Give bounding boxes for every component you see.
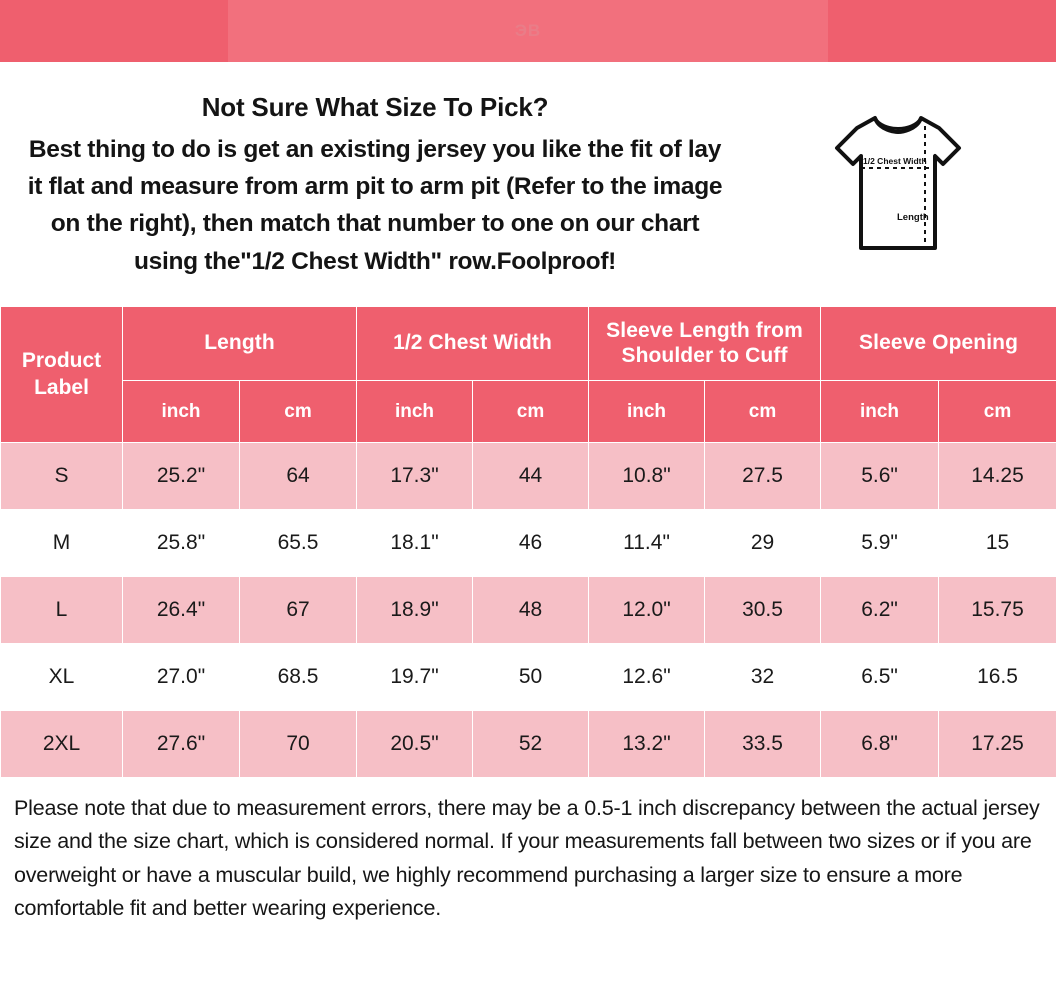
row-size-label: 2XL <box>1 711 123 778</box>
cell-sleeve-opening-inch: 6.2" <box>821 577 939 644</box>
cell-length-cm: 68.5 <box>240 644 357 711</box>
cell-sleeve-length-cm: 33.5 <box>705 711 821 778</box>
header-product-label: Product Label <box>1 307 123 443</box>
table-row <box>1 644 1056 711</box>
cell-length-cm: 67 <box>240 577 357 644</box>
cell-length-inch: 25.2" <box>123 443 240 510</box>
tshirt-chest-label: 1/2 Chest Width <box>863 156 927 166</box>
cell-chest-cm: 48 <box>473 577 589 644</box>
table-header-row-groups <box>1 307 1056 381</box>
cell-length-inch: 26.4" <box>123 577 240 644</box>
cell-sleeve-opening-cm: 16.5 <box>939 644 1056 711</box>
cell-sleeve-length-cm: 27.5 <box>705 443 821 510</box>
cell-sleeve-length-inch: 12.6" <box>589 644 705 711</box>
cell-chest-inch: 19.7" <box>357 644 473 711</box>
cell-sleeve-length-inch: 10.8" <box>589 443 705 510</box>
cell-sleeve-opening-cm: 14.25 <box>939 443 1056 510</box>
cell-chest-cm: 52 <box>473 711 589 778</box>
cell-length-cm: 64 <box>240 443 357 510</box>
cell-length-cm: 65.5 <box>240 510 357 577</box>
tshirt-length-label: Length <box>897 212 929 223</box>
intro-title: Not Sure What Size To Pick? <box>201 92 549 122</box>
cell-sleeve-opening-cm: 15 <box>939 510 1056 577</box>
cell-sleeve-opening-cm: 17.25 <box>939 711 1056 778</box>
cell-length-inch: 27.6" <box>123 711 240 778</box>
cell-sleeve-length-inch: 13.2" <box>589 711 705 778</box>
table-row <box>1 510 1056 577</box>
cell-chest-inch: 18.9" <box>357 577 473 644</box>
cell-chest-inch: 20.5" <box>357 711 473 778</box>
size-table-wrap <box>0 306 1056 778</box>
cell-sleeve-length-cm: 29 <box>705 510 821 577</box>
cell-length-inch: 25.8" <box>123 510 240 577</box>
disclaimer-text: Please note that due to measurement errors, there may be a 0.5-1 inch discrepancy between the actual jersey size and the size chart, which is considered normal. If your measurements fall between two sizes or if you are overweight or have a muscular build, we highly recommend purchasing a larger size to ensure a more comfortable fit and better wearing experience. <box>14 796 1040 920</box>
table-row <box>1 443 1056 510</box>
header-group-length: Length <box>123 307 357 381</box>
cell-sleeve-opening-inch: 5.6" <box>821 443 939 510</box>
row-size-label: M <box>1 510 123 577</box>
intro-body: Best thing to do is get an existing jersey you like the fit of lay it flat and measure from arm pit to arm pit (Refer to the image on the right), then match that number to one on our chart using the"1/2 Chest Width" row.Foolproof! <box>27 136 723 275</box>
header-group-sleeve-opening: Sleeve Opening <box>821 307 1056 381</box>
header-unit-sleeve-opening-cm: cm <box>939 381 1056 443</box>
cell-sleeve-opening-inch: 6.5" <box>821 644 939 711</box>
header-unit-sleeve-length-inch: inch <box>589 381 705 443</box>
row-size-label: XL <box>1 644 123 711</box>
cell-sleeve-length-cm: 30.5 <box>705 577 821 644</box>
cell-sleeve-opening-inch: 6.8" <box>821 711 939 778</box>
cell-chest-cm: 46 <box>473 510 589 577</box>
header-unit-chest-inch: inch <box>357 381 473 443</box>
tshirt-measurement-diagram <box>813 102 983 272</box>
cell-sleeve-length-cm: 32 <box>705 644 821 711</box>
top-banner <box>0 0 1056 62</box>
row-size-label: S <box>1 443 123 510</box>
cell-chest-inch: 18.1" <box>357 510 473 577</box>
header-group-chest-width: 1/2 Chest Width <box>357 307 589 381</box>
cell-chest-cm: 44 <box>473 443 589 510</box>
cell-length-cm: 70 <box>240 711 357 778</box>
cell-chest-cm: 50 <box>473 644 589 711</box>
cell-length-inch: 27.0" <box>123 644 240 711</box>
watermark-text: ЭВ <box>514 21 542 40</box>
header-unit-sleeve-opening-inch: inch <box>821 381 939 443</box>
size-table <box>0 306 1056 778</box>
cell-sleeve-opening-cm: 15.75 <box>939 577 1056 644</box>
row-size-label: L <box>1 577 123 644</box>
table-row <box>1 711 1056 778</box>
intro-text-block <box>0 76 740 280</box>
header-group-sleeve-length: Sleeve Length from Shoulder to Cuff <box>589 307 821 381</box>
cell-sleeve-length-inch: 11.4" <box>589 510 705 577</box>
header-unit-length-inch: inch <box>123 381 240 443</box>
table-row <box>1 577 1056 644</box>
header-unit-chest-cm: cm <box>473 381 589 443</box>
intro-section <box>0 62 1056 306</box>
cell-chest-inch: 17.3" <box>357 443 473 510</box>
table-header-row-units <box>1 381 1056 443</box>
cell-sleeve-opening-inch: 5.9" <box>821 510 939 577</box>
tshirt-diagram-wrap <box>740 76 1056 272</box>
header-unit-sleeve-length-cm: cm <box>705 381 821 443</box>
header-unit-length-cm: cm <box>240 381 357 443</box>
cell-sleeve-length-inch: 12.0" <box>589 577 705 644</box>
